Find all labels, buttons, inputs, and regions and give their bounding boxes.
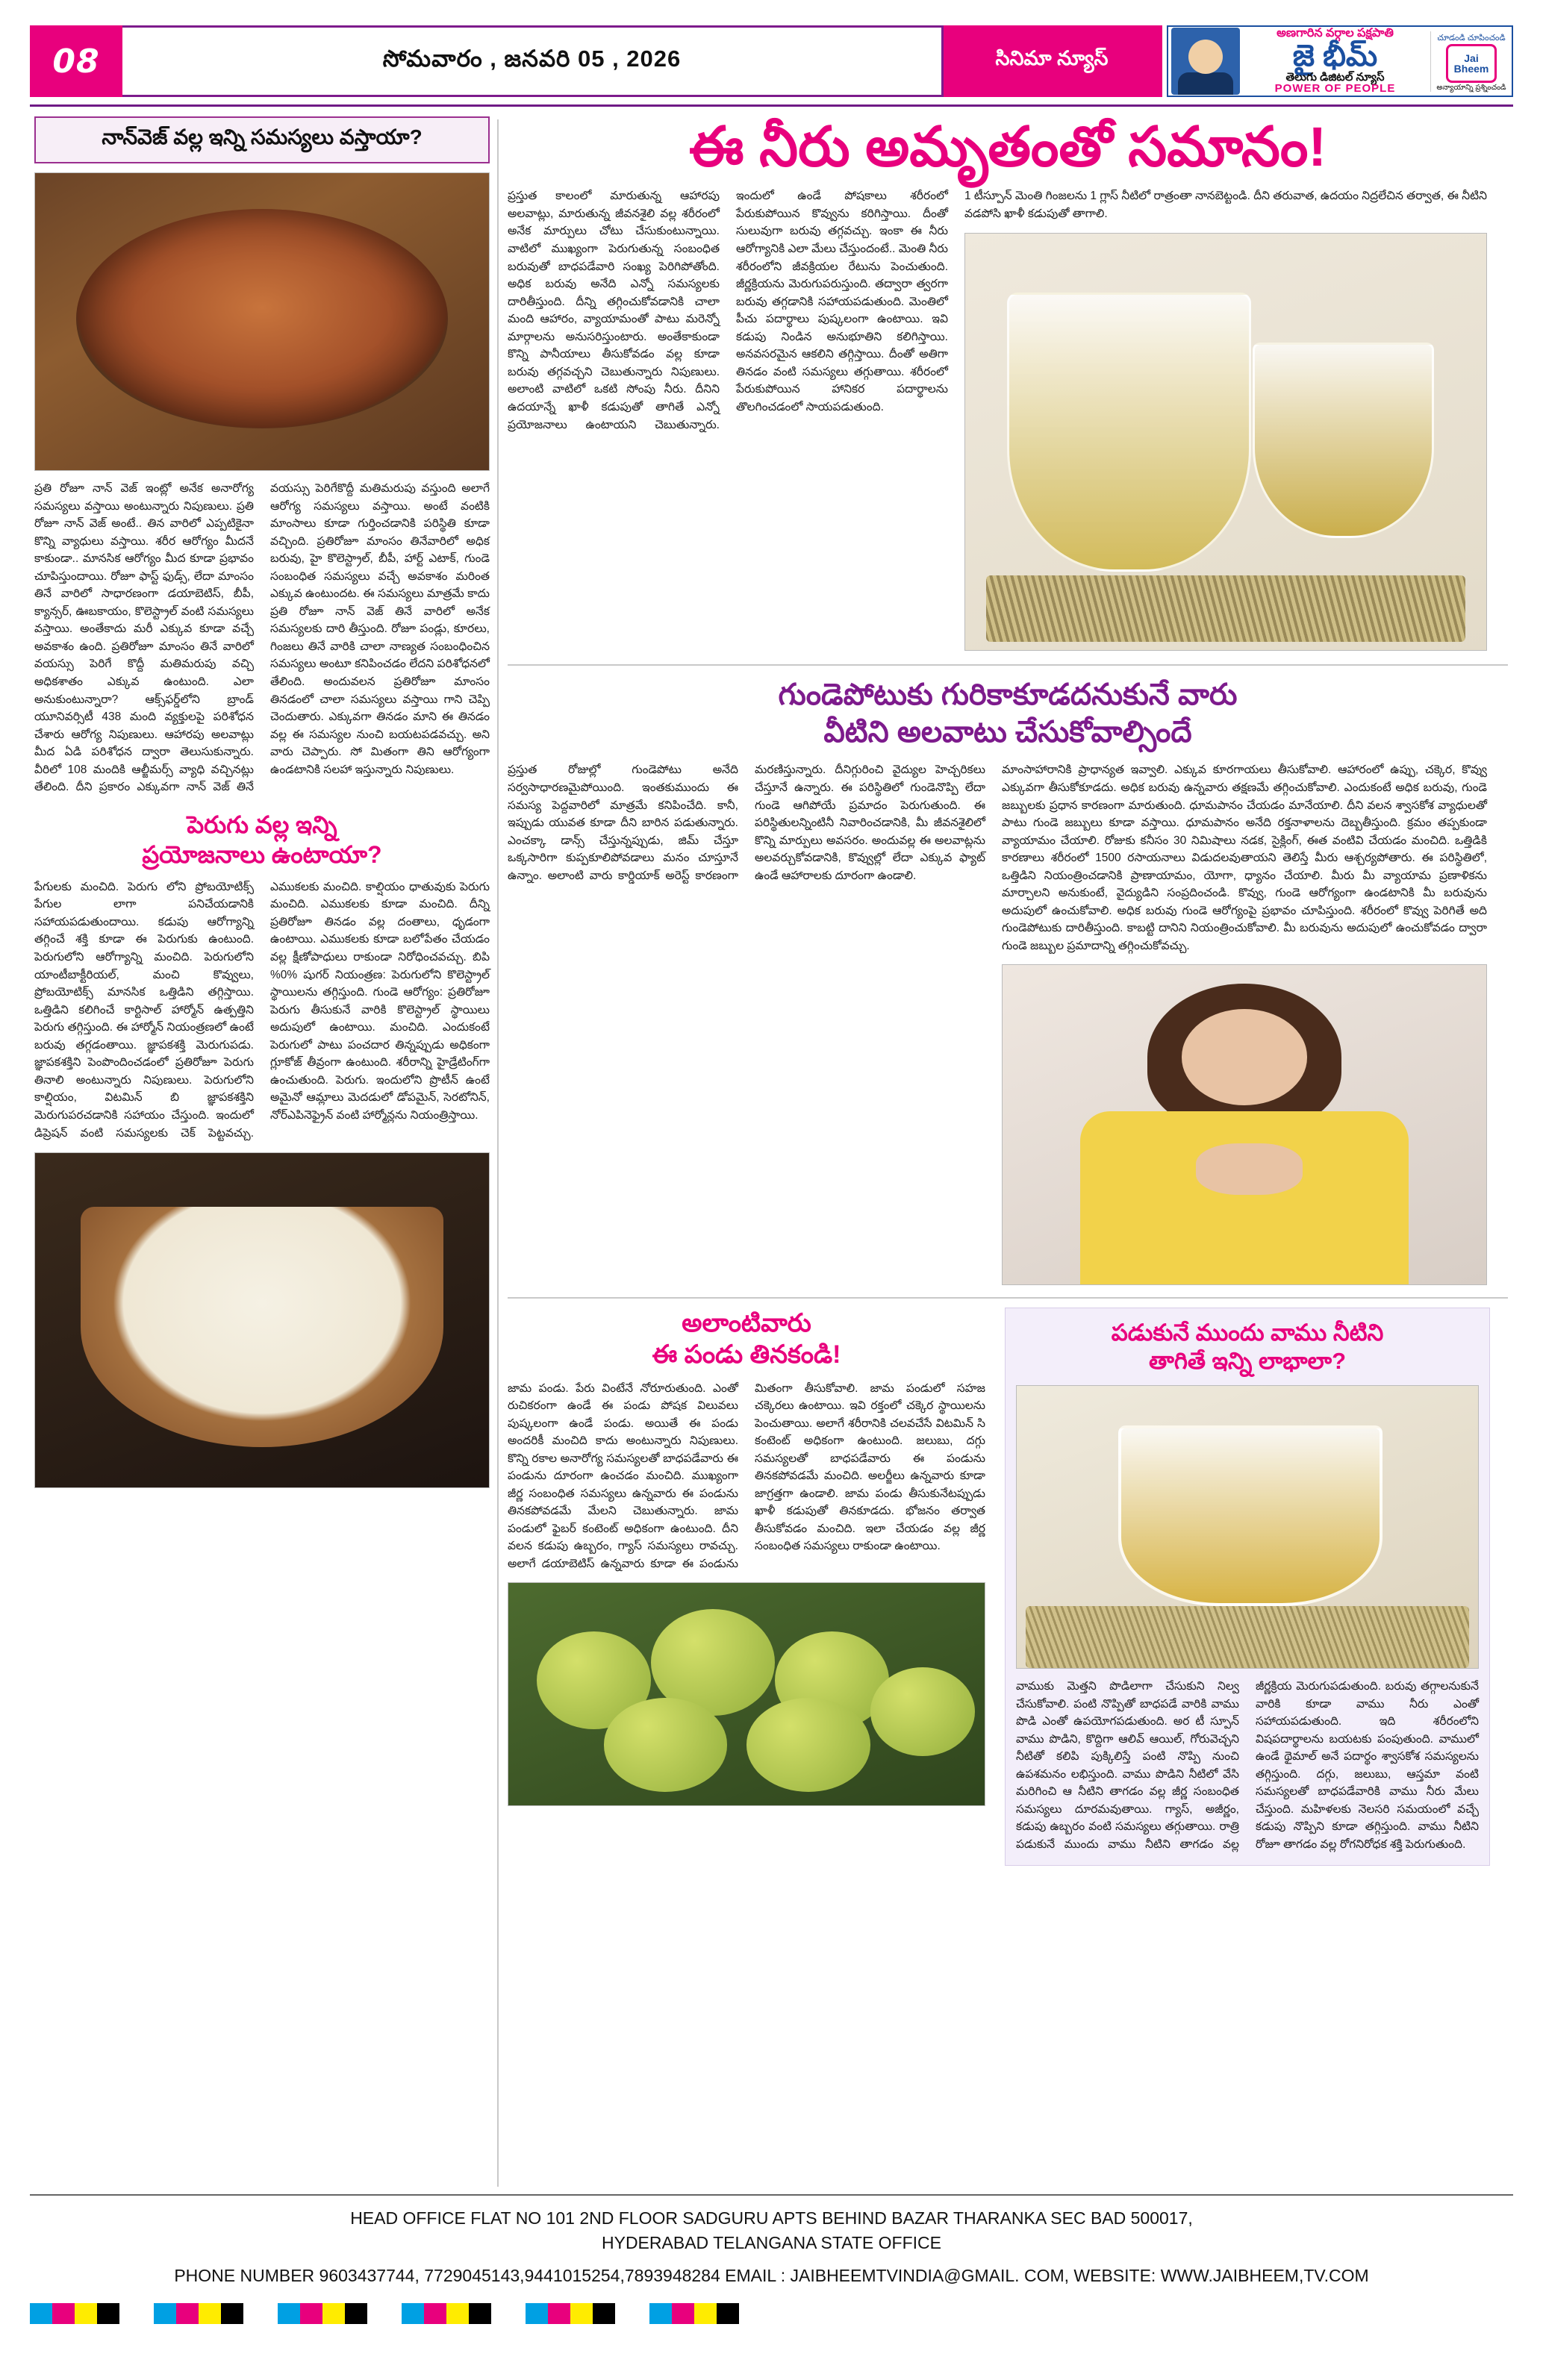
woman-chest-pain-photo [1002,964,1487,1285]
photo-garnish-onion [107,352,180,393]
colorbar-group-3 [278,2303,367,2324]
logo-text-block [1240,28,1430,95]
colorbar-cyan [278,2303,300,2324]
guava-fruits-photo [508,1582,985,1806]
logo-subtitle: తెలుగు డిజిటల్ న్యూస్ [1285,70,1385,84]
logo-tv-top-text: చూడండి చూపించండి [1437,33,1506,43]
section-divider-1 [508,664,1508,666]
footer-address-line1: HEAD OFFICE FLAT NO 101 2ND FLOOR SADGURU APTS BEHIND BAZAR THARANKA SEC BAD 500017, [350,2208,1193,2228]
colorbar-yellow [694,2303,717,2324]
page-number-badge [30,25,122,97]
guava-article-panel [508,1308,985,1806]
photo-guava-5 [746,1698,870,1791]
date-text: సోమవారం , జనవరి 05 , 2026 [382,45,682,72]
colorbar-yellow [446,2303,469,2324]
heart-article-body-col1: ప్రస్తుత రోజుల్లో గుండెపోటు అనేది సర్వసాధారణమైపోయింది. ఇంతకుముందు ఈ సమస్య పెద్దవారిలో మాత్రమే కనిపించేది. కానీ, ఇప్పుడు యువత కూడా దీని బారిన పడుతున్నారు. ఎంచక్కా డాన్స్ చేస్తున్నప్పుడు, జిమ్ చేస్తూ ఒక్కసారిగా కుప్పకూలిపోవడాలు మనం చూస్తూనే ఉన్నాం. అలాంటి వారు కార్డియాక్ అరెస్ట్ కారణంగా మరణిస్తున్నారు. దీనిగ్గురించి వైద్యుల హెచ్చరికలు చేస్తూనే ఉన్నారు. ఈ పరిస్థితిలో గుండెనొప్పి లేదా గుండె ఆగిపోయే ప్రమాదం పెరుగుతుంది. ఈ పరిస్థితులన్నింటినీ నివారించడానికి, మీ జీవనశైలిలో కొన్ని మార్పులు అవసరం. అందువల్ల ఈ అలవాట్లను అలవర్చుకోవడానికి, కొవ్వుల్లో లేదా ఎక్కువ ఫ్యాట్ ఉండే ఆహారాలకు దూరంగా ఉండాలి. [508,763,985,882]
tv-logo-icon [1446,44,1497,83]
heart-article-left [508,761,985,884]
colorbar-group-4 [402,2303,491,2324]
ajwain-article-panel [1005,1308,1490,1867]
footer-divider [30,2194,1513,2196]
colorbar-cyan [649,2303,672,2324]
logo-name: జై భీమ్ [1292,39,1378,72]
main-article-body-col1: ప్రస్తుత కాలంలో మారుతున్న ఆహారపు అలవాట్లు, మారుతున్న జీవనశైలి వల్ల శరీరంలో అనేక మార్పులు చోటు చేసుకుంటున్నాయి. వాటిలో ముఖ్యంగా పెరుగుతున్న సంబంధిత బరువుతో బాధపడేవారి సంఖ్య పెరిగిపోతోంది. అధిక బరువు అనేది ఎన్నో సమస్యలకు దారితీస్తుంది. దీన్ని తగ్గించుకోవడానికి చాలా మంది ఆహారం, వ్యాయామంతో పాటు మరెన్నో మార్గాలను అనుసరిస్తుంటారు. అంతేకాకుండా కొన్ని పానీయాలు తీసుకోవడం వల్ల కూడా బరువు తగ్గవచ్చని చెబుతున్నారు నిపుణులు. అలాంటి వాటిలో ఒకటి సోంపు నీరు. దీనిని ఉదయాన్నే ఖాళీ కడుపుతో తాగితే ఎన్నో ప్రయోజనాలు ఉంటాయని చెబుతున్నారు. ఇందులో ఉండే పోషకాలు శరీరంలో పేరుకుపోయిన కొవ్వును కరిగిస్తాయి. దీంతో సులువుగా బరువు తగ్గవచ్చు. ఇంకా ఈ నీరు ఆరోగ్యానికి ఎలా మేలు చేస్తుందంటే.. మెంతి నీరు శరీరంలోని జీవక్రియల రేటును పెంచుతుంది. జీర్ణక్రియను మెరుగుపరుస్తుంది. తద్వారా త్వరగా బరువు తగ్గడానికి సహాయపడుతుంది. మెంతిలో పీచు పదార్థాలు పుష్కలంగా ఉంటాయి. ఇవి కడుపు నిండిన అనుభూతిని కలిగిస్తాయి. అనవసరమైన ఆకలిని తగ్గిస్తాయి. దీంతో అతిగా తినడం వంటి సమస్యలు తగ్గుతాయి. శరీరంలో పేరుకుపోయిన హానికర పదార్థాలను తొలగించడంలో సాయపడుతుంది. [508,190,948,431]
logo-tv-block [1430,31,1512,92]
photo-ajwain-seeds [1026,1606,1468,1668]
column-divider-1 [497,119,499,2187]
colorbar-yellow [570,2303,593,2324]
footer-contact-line: PHONE NUMBER 9603437744, 7729045143,9441015254,7893948284 EMAIL : JAIBHEEMTVINDIA@GMAIL. COM, WEBSITE: WWW.JAIBHEEM,TV.COM [174,2265,1369,2285]
print-registration-colorbar [30,2303,1513,2324]
footer [30,2194,1513,2288]
page-title: ఈ నీరు అమృతంతో సమానం! [689,116,1327,178]
masthead-divider [30,104,1513,107]
nonveg-article-body: ప్రతి రోజూ నాన్ వెజ్ ఇంట్లో అనేక అనారోగ్య సమస్యలు వస్తాయి అంటున్నారు నిపుణులు. ప్రతి రోజూ నాన్ వెజ్ అంటే.. తిన వారిలో ఎప్పటికైనా కొన్ని వ్యాధులు వస్తాయి. శరీర ఆరోగ్యం మీదనే కాకుండా.. మానసిక ఆరోగ్యం మీద కూడా ప్రభావం చూపిస్తుందాయి. రోజూ ఫాస్ట్ ఫుడ్స్, లేదా మాంసం తినే వారిలో సాధారణంగా డయాబెటిస్, బీపీ, క్యాన్సర్, ఊబకాయం, కొలెస్ట్రాల్ వంటి సమస్యలు వస్తాయి. అంతేకాదు మరీ ఎక్కువ కూడా వచ్చే అవకాశం ఉంది. ప్రతిరోజూ మాంసం తినే వారిలో వయస్సు పెరిగే కొద్దీ మతిమరుపు వచ్చి అధికశాతం ఎక్కువ ఉంటుంది. ఎలా అనుకుంటున్నారా? ఆక్స్‌ఫర్డ్‌లోని బ్రాండ్ యూనివర్సిటీ 438 మంది వ్యక్తులపై పరిశోధన చేశారు ఆరోగ్య నిపుణులు. ఆహారపు అలవాట్లు మీద ఏడి పరిశోధన ద్వారా తెలుసుకున్నారు. వీరిలో 108 మందికి ఆల్జీమర్స్ వ్యాధి వచ్చినట్లు తేలింది. దీని ప్రకారం ఎక్కువగా నాన్ వెజ్ తినే వయస్సు పెరిగేకొద్దీ మతిమరుపు వస్తుంది అలాగే ఆరోగ్య సమస్యలు వస్తాయి. అంటే వంటికి మాంసాలు కూడా గుర్తించడానికి పరిస్థితి కూడా వచ్చింది. ప్రతిరోజూ మాంసం తినేవారిలో అధిక బరువు, హై కొలెస్ట్రాల్, బీపీ, హార్ట్ ఎటాక్, గుండె సంబంధిత సమస్యలు వచ్చే అవకాశం మరింత ఎక్కువ ఉంటుందట. ఈ సమస్యలు మాత్రమే కాదు ప్రతి రోజూ నాన్ వెజ్ తినే వారిలో అనేక సమస్యలకు దారి తీస్తుంది. రోజూ పండ్లు, కూరలు, గింజలు తినే వారికి చాలా నాణ్యత సంబంధించిన సమస్యలు అంటూ కనిపించడం లేదని పరిశోధనలో తేలింది. అందువలన ప్రతిరోజూ మాంసం తినడంలో చాలా సమస్యలు వస్తాయి గాని చెప్పి చెందుతారు. ఎక్కువగా తినడం మాని ఈ తినడం వల్ల ఈ సమస్యల నుంచి బయటపడవచ్చు. అని వారు చెప్పారు. సో మితంగా తిని ఆరోగ్యంగా ఉండటానికి సలహా ఇస్తున్నారు నిపుణులు. [34,482,490,794]
main-article-text-block [508,187,948,434]
ajwain-article-body: వాముకు మెత్తని పొడిలాగా చేసుకుని నిల్వ చేసుకోవాలి. పంటి నొప్పితో బాధపడే వారికి వాము పొడి ఎంతో ఉపయోగపడుతుంది. అర టీ స్పూన్ వాము పొడిని, కొద్దిగా ఆలివ్ ఆయిల్, గోరువెచ్చని నీటితో కలిపి పుక్కిలిస్తే పంటి నొప్పి నుంచి ఉపశమనం లభిస్తుంది. వాము పొడిని నీటిలో వేసి మరిగించి ఆ నీటిని తాగడం వల్ల జీర్ణ సంబంధిత సమస్యలు దూరమవుతాయి. గ్యాస్, అజీర్ణం, కడుపు ఉబ్బరం వంటి సమస్యలు తగ్గుతాయి. రాత్రి పడుకునే ముందు వాము నీటిని తాగడం వల్ల జీర్ణక్రియ మెరుగుపడుతుంది. బరువు తగ్గాలనుకునే వారికి కూడా వాము నీరు ఎంతో సహాయపడుతుంది. ఇది శరీరంలోని విషపదార్థాలను బయటకు పంపుతుంది. వాములో ఉండే థైమాల్ అనే పదార్థం శ్వాసకోశ సమస్యలను తగ్గిస్తుంది. దగ్గు, జలుబు, ఆస్తమా వంటి సమస్యలతో బాధపడేవారికి వాము నీరు మేలు చేస్తుంది. మహిళలకు నెలసరి సమయంలో వచ్చే కడుపు నొప్పిని కూడా తగ్గిస్తుంది. వాము నీటిని రోజూ తాగడం వల్ల రోగనిరోధక శక్తి పెరుగుతుంది. [1016,1680,1479,1851]
ambedkar-portrait-icon [1171,28,1240,95]
tv-logo-text: Jai Bheem [1453,51,1489,75]
ajwain-water-glass-photo [1016,1385,1479,1669]
colorbar-group-5 [526,2303,615,2324]
colorbar-black [593,2303,615,2324]
heart-article-headline-line1: గుండెపోటుకు గురికాకూడదనుకునే వారు [778,678,1238,712]
colorbar-black [221,2303,243,2324]
photo-tea-cup [1253,343,1434,539]
curd-clay-pot-photo [34,1152,490,1488]
photo-woman-hands [1196,1143,1303,1194]
bottom-panels-row [508,1308,1508,1867]
category-badge [944,25,1162,97]
colorbar-group-6 [649,2303,739,2324]
photo-fennel-seeds [986,575,1465,642]
ajwain-headline-line2: తాగితే ఇన్ని లాభాలా? [1148,1348,1347,1375]
masthead [30,25,1513,97]
photo-garnish-carrot [317,357,398,390]
fennel-tea-photo [964,233,1487,651]
ajwain-headline-line1: పడుకునే ముందు వాము నీటిని [1111,1319,1384,1346]
photo-woman-sweater [1080,1111,1409,1284]
colorbar-cyan [30,2303,52,2324]
colorbar-magenta [52,2303,75,2324]
colorbar-magenta [672,2303,694,2324]
main-article-row [508,187,1508,651]
curd-article-headline-line2: ప్రయోజనాలు ఉంటాయా? [142,840,382,868]
colorbar-magenta [300,2303,322,2324]
colorbar-yellow [75,2303,97,2324]
colorbar-magenta [424,2303,446,2324]
photo-guava-4 [604,1698,728,1791]
colorbar-black [469,2303,491,2324]
guava-headline-line1: అలాంటివారు [682,1308,811,1337]
page-number: 08 [52,42,100,81]
heart-article-right [1002,761,1487,1284]
grilled-chicken-platter-photo [34,172,490,471]
heart-article-row [508,761,1508,1284]
colorbar-black [345,2303,367,2324]
curd-article-body: పేగులకు మంచిది. పెరుగు లోని ప్రోబయోటిక్స్ పేగుల లాగా పనిచేయడానికి సహాయపడుతుందాయి. కడుపు ఆరోగ్యాన్ని తగ్గించే శక్తి కూడా ఈ పెరుగుకు ఉంటుంది. పెరుగులోని ఆరోగ్యాన్ని మంచిది. పెరుగులోని యాంటీబాక్టీరియల్, మంచి కొవ్వులు, ప్రోబయోటిక్స్ మానసిక ఒత్తిడిని తగ్గిస్తాయి. ఒత్తిడిని కలిగించే కార్టిసాల్ హార్మోన్ ఉత్పత్తిని పెరుగు తగ్గిస్తుంది. ఈ హార్మోన్ నియంత్రణలో ఉంటే బరువు తగ్గడంతాయి. జ్ఞాపకశక్తి మెరుగుపడు. జ్ఞాపకశక్తిని పెంపొందించడంలో ప్రతిరోజూ పెరుగు తినాలి అంటున్నారు నిపుణులు. పెరుగులోని కాల్షియం, విటమిన్ బి జ్ఞాపకశక్తిని మెరుగుపరచడానికి సహాయం చేస్తుంది. ఇందులో డిప్రెషన్ వంటి సమస్యలకు చెక్ పెట్టవచ్చు. ఎముకలకు మంచిది. కాల్షియం ధాతువుకు పెరుగు మంచిది. ఎముకలకు కూడా మంచిది. దీన్ని ప్రతిరోజూ తినడం వల్ల దంతాలు, ధృడంగా ఉంటాయి. ఎముకలకు కూడా బలోపేతం చేయడం వల్ల క్షీణోపాధులు రాకుండా నిరోధించవచ్చు. బిపి %0% షుగర్ నియంత్రణ: పెరుగులోని కొలెస్ట్రాల్ స్థాయిలను తగ్గిస్తుంది. గుండె ఆరోగ్యం: ప్రతిరోజూ పెరుగు తీసుకునే వారికి కొలెస్ట్రాల్ స్థాయిలు అదుపులో ఉంటాయి. మంచిది. ఎందుకంటే పెరుగులో పాటు పంచదార తిన్నప్పుడు అధికంగా గ్లూకోజ్ తీవ్రంగా ఉంటుంది. శరీరాన్ని హైడ్రేటింగ్‌గా ఉంచుతుంది. పెరుగు. ఇందులోని ప్రొటీన్ ఉంటే అమైనో ఆమ్లాలు మెదడులో డోపమైన్, సెరటోనిన్, నోర్‌ఎపినెఫ్రైన్ వంటి హార్మోన్లను నియంత్రిస్తాయి. [34,880,490,1140]
publication-logo [1167,25,1513,97]
main-article-body-col2: 1 టీస్పూన్ మెంతి గింజలను 1 గ్లాస్ నీటిలో రాత్రంతా నానబెట్టండి. దీని తరువాత, ఉదయం నిద్రలేచిన తర్వాత, ఈ నీటిని వడపోసి ఖాళీ కడుపుతో తాగాలి. [964,190,1487,220]
logo-tv-bottom-text: అన్యాయాన్ని ప్రశ్నించండి [1436,83,1506,92]
colorbar-yellow [322,2303,345,2324]
colorbar-cyan [154,2303,176,2324]
colorbar-yellow [199,2303,221,2324]
colorbar-group-1 [30,2303,119,2324]
colorbar-black [717,2303,739,2324]
photo-garnish-green [135,239,226,275]
section-divider-2 [508,1297,1508,1299]
photo-curd-swirl [171,1266,367,1375]
photo-guava-6 [870,1667,975,1756]
colorbar-cyan [402,2303,424,2324]
category-label: సినిమా న్యూస్ [995,47,1109,69]
nonveg-article-headline: నాన్‌వెజ్ వల్ల ఇన్ని సమస్యలు వస్తాయా? [34,116,490,163]
logo-tagline-top: అణగారిన వర్గాల పక్షపాతి [1277,26,1394,40]
colorbar-magenta [548,2303,570,2324]
logo-english-tagline: POWER OF PEOPLE [1274,82,1396,96]
guava-article-body: జామ పండు. పేరు వింటేనే నోరూరుతుంది. ఎంతో రుచికరంగా ఉండే ఈ పండు పోషక విలువలు పుష్కలంగా ఉండే పండు. అయితే ఈ పండు అందరికీ మంచిది కాదు అంటున్నారు నిపుణులు. కొన్ని రకాల అనారోగ్య సమస్యలతో బాధపడేవారు ఈ పండును దూరంగా ఉంచడం మంచిది. ముఖ్యంగా జీర్ణ సంబంధిత సమస్యలు ఉన్నవారు ఈ పండును తినకపోవడమే మేలని చెబుతున్నారు. జామ పండులో ఫైబర్ కంటెంట్ అధికంగా ఉంటుంది. దీని వలన కడుపు ఉబ్బరం, గ్యాస్ సమస్యలు రావచ్చు. అలాగే డయాబెటిస్ ఉన్నవారు కూడా ఈ పండును మితంగా తీసుకోవాలి. జామ పండులో సహజ చక్కెరలు ఉంటాయి. ఇవి రక్తంలో చక్కెర స్థాయిలను పెంచుతాయి. అలాగే శరీరానికి చలవచేసే విటమిన్ సి కంటెంట్ అధికంగా ఉంటుంది. జలుబు, దగ్గు సమస్యలతో బాధపడేవారు ఈ పండును తినకపోవడమే మంచిది. అలర్జీలు ఉన్నవారు కూడా జాగ్రత్తగా ఉండాలి. జామ పండు తీసుకునేటప్పుడు ఖాళీ కడుపుతో తినకూడదు. భోజనం తర్వాత తీసుకోవడం మంచిది. ఇలా చేయడం వల్ల జీర్ణ సంబంధిత సమస్యలు రాకుండా ఉంటాయి. [508,1381,985,1570]
heart-article-body-col2: మాంసాహారానికి ప్రాధాన్యత ఇవ్వాలి. ఎక్కువ కూరగాయలు తీసుకోవాలి. ఆహారంలో ఉప్పు, చక్కెర, కొవ్వు ఎక్కువగా తీసుకోకూడదు. అధిక బరువు ఉన్నవారు తక్షణమే తగ్గించుకోవాలి. ఎందుకంటే అధిక బరువు, గుండె జబ్బులకు ప్రధాన కారణంగా మారుతుంది. ధూమపానం చేయడం మానేయాలి. దీని వలన శ్వాసకోశ వ్యాధులతో పాటు గుండె జబ్బులు కూడా వస్తాయి. ధూమపానం అనేది రక్తనాళాలను దెబ్బతీస్తుంది. క్రమం తప్పకుండా వ్యాయామం చేయాలి. రోజుకు కనీసం 30 నిమిషాలు నడక, సైక్లింగ్, ఈత వంటివి చేయడం మంచిది. ఒత్తిడికి కారణాలు శరీరంలో 1500 రసాయనాలు విడుదలవుతాయని తెలిస్తే మీరు ఆశ్చర్యపోతారు. ఈ పరిస్థితిలో, ఒత్తిడిని నియంత్రించడానికి ప్రాణాయామం, యోగా, ధ్యానం చేయాలి. మీరు మీ వ్యాయామ ప్రణాళికను మార్చాలని అనుకుంటే, వైద్యుడిని సంప్రదించండి. కొవ్వు, గుండె ఆరోగ్యంగా ఉండటానికి మీ బరువును అదుపులో ఉంచుకోవాలి. అధిక బరువు గుండె ఆరోగ్యంపై ప్రభావం చూపిస్తుంది. శరీరంలో కొవ్వు పెరిగితే అది గుండెపోటుకు దారితీస్తుంది. కాబట్టి దానిని నియంత్రించుకోవాలి. మీ బరువును అదుపులో ఉంచుకోవడం ద్వారా గుండె జబ్బుల ప్రమాదాన్ని తగ్గించుకోవచ్చు. [1002,763,1487,952]
curd-article-headline-line1: పెరుగు వల్ల ఇన్ని [187,810,337,838]
colorbar-group-2 [154,2303,243,2324]
date-bar [122,25,944,97]
colorbar-black [97,2303,119,2324]
footer-address-line2: HYDERABAD TELANGANA STATE OFFICE [602,2233,941,2253]
main-column [508,116,1508,1866]
colorbar-magenta [176,2303,199,2324]
guava-headline-line2: ఈ పండు తినకండి! [652,1340,841,1369]
photo-woman-face [1182,1009,1307,1105]
main-article-side-block [964,187,1487,651]
colorbar-cyan [526,2303,548,2324]
left-column [34,116,490,1488]
heart-article-headline-line2: వీటిని అలవాటు చేసుకోవాల్సిందే [823,716,1192,749]
